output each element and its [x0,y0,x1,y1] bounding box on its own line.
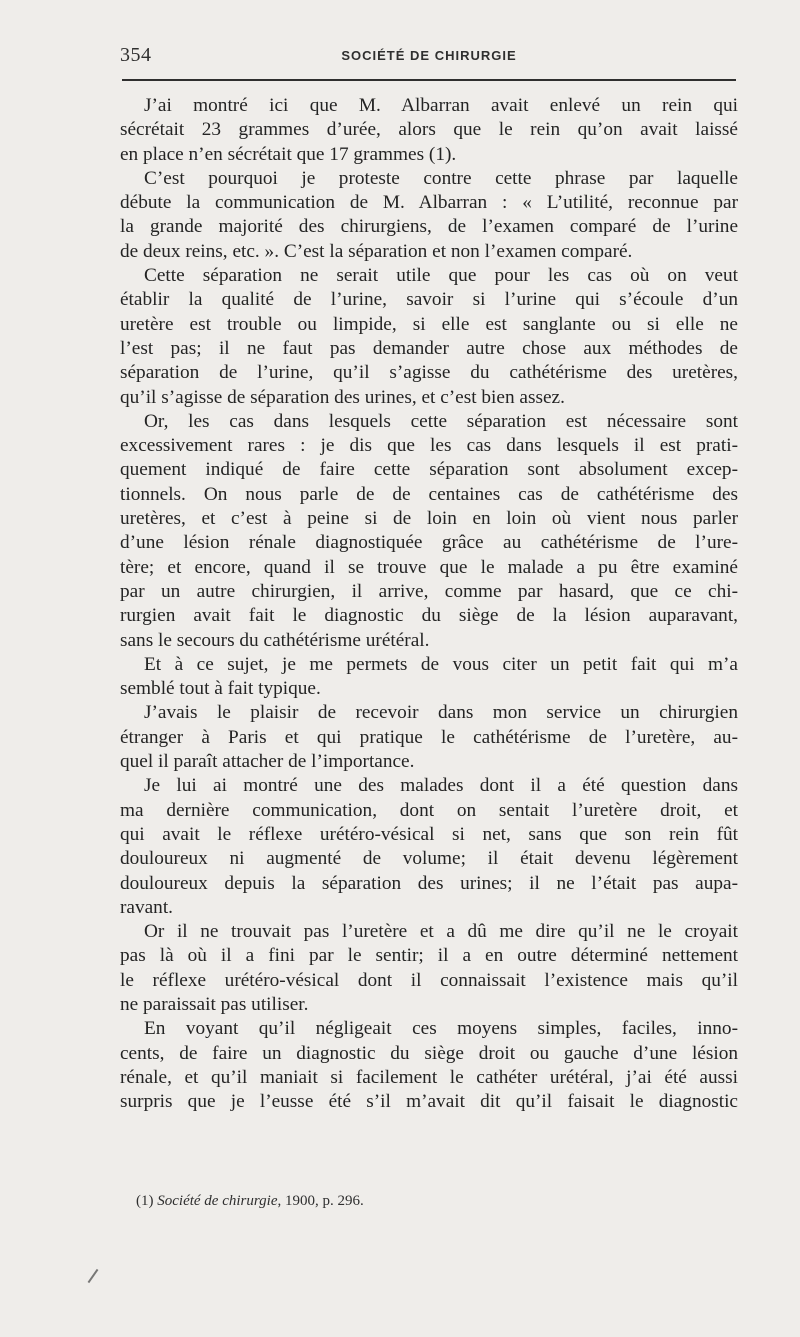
text-line: uretère est trouble ou limpide, si elle est sanglante ou si elle ne [120,313,738,335]
text-line: Je lui ai montré une des malades dont il a été question dans [144,775,738,797]
text-line: rurgien avait fait le diagnostic du siège de la lésion auparavant, [120,605,738,627]
text-line: ravant. [120,896,173,918]
text-line: Cette séparation ne serait utile que pour les cas où on veut [144,265,738,287]
text-line: établir la qualité de l’urine, savoir si l’urine qui s’écoule d’un [120,289,738,311]
text-line: en place n’en sécrétait que 17 grammes (1). [120,143,457,165]
text-line: excessivement rares : je dis que les cas dans lesquels il est prati- [120,435,738,457]
text-line: pas là où il a fini par le sentir; il a en outre déterminé nettement [120,945,738,967]
text-line: Or, les cas dans lesquels cette séparation est nécessaire sont [144,410,738,432]
text-line: uretères, et c’est à peine si de loin en loin où vient nous parler [120,508,738,530]
footnote-source: Société de chirurgie [157,1193,278,1209]
text-line: sécrétait 23 grammes d’urée, alors que le rein qu’on avait laissé [120,119,738,141]
text-line: douloureux ni augmenté de volume; il était devenu légèrement [120,848,738,870]
text-line: semblé tout à fait typique. [120,678,321,700]
text-line: qu’il s’agisse de séparation des urines, et c’est bien assez. [120,386,565,408]
body-text [120,94,738,1114]
text-line: la grande majorité des chirurgiens, de l’examen comparé de l’urine [120,216,738,238]
text-line: C’est pourquoi je proteste contre cette phrase par laquelle [144,167,738,189]
text-line: tère; et encore, quand il se trouve que le malade a pu être examiné [120,556,738,578]
text-line: ne paraissait pas utiliser. [120,993,309,1015]
text-line: qui avait le réflexe urétéro-vésical si net, sans que son rein fût [120,823,738,845]
text-line: sans le secours du cathétérisme urétéral. [120,629,430,651]
text-line: ma dernière communication, dont on sentait l’uretère droit, et [120,799,738,821]
footnote [136,1192,364,1210]
page-header [120,44,738,68]
page-number: 354 [120,44,152,66]
text-line: l’est pas; il ne faut pas demander autre chose aux méthodes de [120,337,738,359]
text-line: Et à ce sujet, je me permets de vous citer un petit fait qui m’a [144,653,738,675]
text-line: étranger à Paris et qui pratique le cathétérisme de l’uretère, au- [120,726,738,748]
text-line: d’une lésion rénale diagnostiquée grâce au cathétérisme de l’ure- [120,532,738,554]
text-line: par un autre chirurgien, il arrive, comme par hasard, que ce chi- [120,580,738,602]
running-title: SOCIÉTÉ DE CHIRURGIE [341,48,517,63]
text-line: Or il ne trouvait pas l’uretère et a dû me dire qu’il ne le croyait [144,921,738,943]
header-rule [122,79,736,81]
text-line: le réflexe urétéro-vésical dont il connaissait l’existence mais qu’il [120,969,738,991]
text-line: débute la communication de M. Albarran : « L’utilité, reconnue par [120,192,738,214]
text-line: cents, de faire un diagnostic du siège droit ou gauche d’une lésion [120,1042,738,1064]
text-line: J’ai montré ici que M. Albarran avait enlevé un rein qui [144,95,738,116]
footnote-marker: (1) [136,1193,154,1209]
text-line: quement indiqué de faire cette séparation sont absolument excep- [120,459,738,481]
text-line: douloureux depuis la séparation des urines; il ne l’était pas aupa- [120,872,738,894]
text-line: rénale, et qu’il maniait si facilement le cathéter urétéral, j’ai été aussi [120,1066,738,1088]
text-line: En voyant qu’il négligeait ces moyens simples, faciles, inno- [144,1018,738,1040]
footnote-detail: , 1900, p. 296. [277,1193,364,1209]
text-line: quel il paraît attacher de l’importance. [120,751,415,773]
pencil-mark [88,1269,99,1283]
text-line: J’avais le plaisir de recevoir dans mon service un chirurgien [144,702,738,724]
text-line: tionnels. On nous parle de de centaines cas de cathétérisme des [120,483,738,505]
text-line: séparation de l’urine, qu’il s’agisse du cathétérisme des uretères, [120,362,738,384]
text-line: de deux reins, etc. ». C’est la séparation et non l’examen comparé. [120,240,633,262]
text-line: surpris que je l’eusse été s’il m’avait dit qu’il faisait le diagnostic [120,1091,738,1113]
